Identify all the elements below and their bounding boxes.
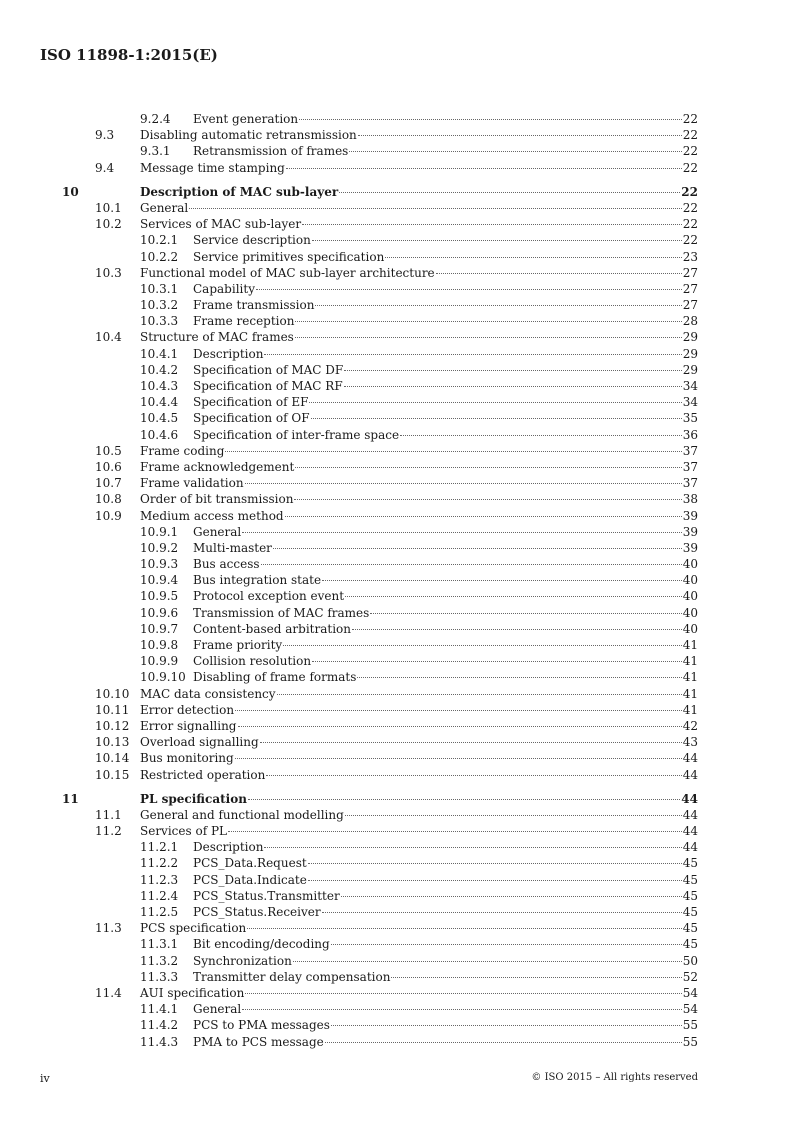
toc-entry-page: 22 (682, 217, 698, 232)
toc-entry-number: 10.9.10 (140, 670, 186, 685)
toc-entry-number: 10.4.1 (140, 346, 179, 361)
dot-leader (400, 435, 682, 436)
toc-entry-number: 11.4.3 (140, 1034, 179, 1049)
toc-entry-page: 44 (681, 791, 698, 806)
toc-entry-number: 10.3.3 (140, 314, 179, 329)
toc-entry-number: 10.4.2 (140, 362, 179, 377)
toc-entry[interactable] (62, 427, 698, 443)
toc-entry[interactable] (62, 1017, 698, 1033)
toc-entry[interactable] (62, 904, 698, 920)
toc-entry-page: 52 (682, 969, 698, 984)
toc-entry-title: General (193, 1002, 242, 1017)
toc-entry-title: Transmission of MAC frames (193, 605, 370, 620)
dot-leader (322, 912, 682, 913)
toc-entry-title: PCS_Status.Receiver (193, 905, 321, 919)
toc-entry[interactable] (62, 143, 698, 159)
toc-entry-title: Services of PL (140, 824, 227, 839)
toc-entry-title: Service primitives specification (193, 249, 385, 264)
dot-leader (242, 532, 681, 533)
toc-entry-title: PMA to PCS message (193, 1034, 324, 1049)
toc-entry-title: Bus access (193, 557, 260, 572)
toc-entry-number: 10.9.6 (140, 605, 179, 620)
toc-entry-page: 28 (682, 314, 698, 329)
toc-entry-number: 10 (62, 184, 79, 199)
toc-entry-page: 29 (682, 330, 698, 345)
dot-leader (312, 240, 682, 241)
dot-leader (352, 629, 682, 630)
toc-entry-page: 54 (682, 985, 698, 1000)
toc-entry-number: 10.2.2 (140, 249, 179, 264)
toc-entry-page: 37 (682, 459, 698, 474)
toc-entry[interactable] (62, 346, 698, 362)
toc-entry[interactable] (62, 637, 698, 653)
toc-entry-page: 44 (682, 840, 698, 855)
toc-entry[interactable] (62, 1034, 698, 1050)
toc-entry[interactable] (62, 953, 698, 969)
dot-leader (264, 847, 681, 848)
toc-entry[interactable] (62, 184, 698, 200)
toc-entry[interactable] (62, 839, 698, 855)
toc-entry-number: 11.4 (95, 985, 122, 1000)
toc-entry-page: 39 (682, 540, 698, 555)
toc-entry[interactable] (62, 475, 698, 491)
toc-entry[interactable] (62, 281, 698, 297)
toc-entry-title: Disabling of frame formats (193, 670, 357, 685)
dot-leader (357, 677, 681, 678)
dot-leader (283, 645, 682, 646)
toc-entry-number: 10.4.6 (140, 427, 179, 442)
dot-leader (248, 799, 680, 800)
toc-entry[interactable] (62, 394, 698, 410)
dot-leader (339, 192, 680, 193)
toc-entry-page: 55 (682, 1018, 698, 1033)
toc-entry-number: 10.1 (95, 200, 122, 215)
toc-entry-number: 10.4.5 (140, 411, 179, 426)
toc-entry-title: Protocol exception event (193, 589, 345, 604)
toc-entry-page: 44 (682, 751, 698, 766)
toc-entry-title: PCS_Status.Transmitter (193, 888, 340, 903)
toc-entry-number: 9.3.1 (140, 144, 171, 159)
toc-entry-title: Specification of MAC DF (193, 362, 344, 377)
toc-entry-number: 9.2.4 (140, 112, 171, 126)
dot-leader (370, 613, 681, 614)
toc-entry[interactable] (62, 855, 698, 871)
toc-entry-title: Capability (193, 281, 255, 296)
dot-leader (260, 742, 682, 743)
toc-entry-number: 10.9.5 (140, 589, 179, 604)
toc-entry-number: 11.2.4 (140, 888, 179, 903)
dot-leader (256, 289, 682, 290)
toc-entry-title: Specification of MAC RF (193, 379, 343, 393)
page-number: iv (40, 1072, 50, 1085)
dot-leader (349, 151, 681, 152)
toc-entry-title: Specification of OF (193, 411, 310, 426)
toc-entry[interactable] (62, 734, 698, 750)
toc-entry[interactable] (62, 297, 698, 313)
toc-entry-number: 10.9 (95, 508, 122, 523)
toc-entry[interactable] (62, 872, 698, 888)
toc-entry-title: Bit encoding/decoding (193, 937, 330, 952)
dot-leader (308, 880, 682, 881)
dot-leader (245, 483, 682, 484)
toc-entry-number: 11.3.1 (140, 937, 179, 952)
toc-entry-title: PCS_Data.Indicate (193, 872, 307, 887)
toc-entry-page: 40 (682, 621, 698, 636)
toc-entry-title: Message time stamping (140, 160, 285, 175)
dot-leader (189, 208, 681, 209)
dot-leader (344, 370, 681, 371)
toc-entry[interactable] (62, 969, 698, 985)
dot-leader (302, 224, 682, 225)
toc-entry-title: Bus monitoring (140, 751, 234, 766)
toc-entry-number: 10.3.2 (140, 298, 179, 313)
dot-leader (436, 273, 682, 274)
toc-entry-page: 40 (682, 589, 698, 604)
toc-entry[interactable] (62, 508, 698, 524)
dot-leader (242, 1009, 681, 1010)
toc-entry-title: Description (193, 346, 264, 361)
toc-entry-page: 40 (682, 557, 698, 572)
toc-entry-title: Specification of inter-frame space (193, 427, 400, 442)
toc-entry-number: 11.1 (95, 807, 122, 822)
toc-entry-title: Error detection (140, 702, 235, 717)
toc-entry-number: 11 (62, 791, 79, 806)
toc-entry-page: 45 (682, 888, 698, 903)
toc-entry-title: PCS to PMA messages (193, 1018, 330, 1033)
document-id-header: ISO 11898-1:2015(E) (40, 46, 218, 64)
toc-entry-number: 11.3 (95, 921, 122, 936)
dot-leader (341, 896, 682, 897)
toc-entry-number: 10.13 (95, 735, 130, 750)
dot-leader (295, 337, 682, 338)
toc-entry-title: Frame coding (140, 443, 225, 458)
toc-entry[interactable] (62, 378, 698, 394)
toc-entry[interactable] (62, 540, 698, 556)
toc-entry-title: Structure of MAC frames (140, 330, 294, 345)
toc-entry-page: 22 (682, 160, 698, 175)
toc-entry-number: 10.9.2 (140, 540, 179, 555)
toc-entry-number: 9.3 (95, 128, 115, 143)
toc-entry-number: 11.2.5 (140, 905, 179, 919)
toc-entry-page: 22 (682, 233, 698, 248)
dot-leader (299, 119, 682, 120)
toc-entry-number: 11.3.2 (140, 953, 179, 968)
dot-leader (325, 1042, 682, 1043)
toc-entry-number: 10.9.3 (140, 557, 179, 572)
toc-entry-title: Transmitter delay compensation (193, 969, 391, 984)
toc-entry-page: 50 (682, 953, 698, 968)
toc-entry-page: 37 (682, 476, 698, 491)
toc-entry[interactable] (62, 888, 698, 904)
dot-leader (311, 418, 682, 419)
dot-leader (285, 516, 682, 517)
toc-entry-title: Functional model of MAC sub-layer architecture (140, 265, 435, 280)
toc-entry-number: 11.4.2 (140, 1018, 179, 1033)
dot-leader (331, 944, 682, 945)
dot-leader (344, 386, 682, 387)
toc-entry-page: 41 (682, 686, 698, 701)
toc-entry-number: 9.4 (95, 160, 115, 175)
toc-entry[interactable] (62, 216, 698, 232)
toc-entry-page: 22 (681, 184, 698, 199)
toc-entry[interactable] (62, 160, 698, 176)
toc-entry-page: 44 (682, 807, 698, 822)
dot-leader (385, 257, 681, 258)
dot-leader (277, 694, 682, 695)
toc-entry[interactable] (62, 362, 698, 378)
toc-entry-page: 22 (682, 128, 698, 143)
dot-leader (391, 977, 681, 978)
toc-entry[interactable] (62, 1001, 698, 1017)
toc-entry[interactable] (62, 823, 698, 839)
dot-leader (245, 993, 681, 994)
copyright-notice: © ISO 2015 – All rights reserved (531, 1072, 698, 1083)
toc-entry-page: 39 (682, 508, 698, 523)
toc-entry-page: 29 (682, 362, 698, 377)
toc-entry-number: 10.6 (95, 459, 122, 474)
dot-leader (312, 661, 682, 662)
toc-entry-page: 22 (682, 200, 698, 215)
toc-entry-title: General (140, 200, 189, 215)
toc-entry-page: 38 (682, 492, 698, 507)
toc-entry-page: 39 (682, 524, 698, 539)
dot-leader (315, 305, 681, 306)
toc-entry[interactable] (62, 767, 698, 783)
toc-entry-title: Medium access method (140, 508, 284, 523)
dot-leader (322, 580, 682, 581)
dot-leader (225, 451, 681, 452)
toc-entry-page: 27 (682, 298, 698, 313)
toc-entry[interactable] (62, 936, 698, 952)
toc-entry[interactable] (62, 410, 698, 426)
toc-entry-title: Order of bit transmission (140, 492, 294, 507)
dot-leader (266, 775, 681, 776)
toc-entry-number: 10.9.9 (140, 654, 179, 669)
dot-leader (261, 564, 682, 565)
toc-entry-page: 35 (682, 411, 698, 426)
toc-entry-page: 27 (682, 281, 698, 296)
toc-entry-number: 10.9.1 (140, 524, 179, 539)
toc-entry[interactable] (62, 791, 698, 807)
dot-leader (295, 321, 681, 322)
toc-entry-number: 10.11 (95, 702, 130, 717)
toc-entry[interactable] (62, 556, 698, 572)
toc-entry-page: 45 (682, 856, 698, 871)
toc-entry-page: 22 (682, 144, 698, 159)
dot-leader (345, 596, 682, 597)
toc-entry-title: Frame transmission (193, 298, 315, 313)
toc-entry-title: Collision resolution (193, 654, 312, 669)
toc-entry-title: Content-based arbitration (193, 621, 351, 636)
toc-entry-page: 41 (682, 654, 698, 669)
toc-entry-title: PCS specification (140, 921, 247, 936)
dot-leader (264, 354, 681, 355)
toc-entry-number: 11.4.1 (140, 1002, 179, 1017)
toc-entry[interactable] (62, 920, 698, 936)
toc-entry[interactable] (62, 200, 698, 216)
toc-entry-number: 10.9.4 (140, 573, 179, 588)
toc-entry[interactable] (62, 750, 698, 766)
toc-entry-number: 10.9.8 (140, 638, 179, 652)
toc-entry-title: Overload signalling (140, 735, 259, 750)
toc-entry-page: 45 (682, 921, 698, 936)
toc-entry-number: 10.14 (95, 751, 130, 766)
dot-leader (358, 135, 682, 136)
toc-entry-page: 55 (682, 1034, 698, 1049)
toc-entry-title: Multi-master (193, 540, 272, 555)
toc-entry-page: 54 (682, 1002, 698, 1017)
dot-leader (345, 815, 682, 816)
toc-entry-title: General and functional modelling (140, 807, 344, 822)
dot-leader (273, 548, 682, 549)
toc-entry[interactable] (62, 232, 698, 248)
toc-entry-page: 37 (682, 443, 698, 458)
dot-leader (238, 726, 682, 727)
toc-entry[interactable] (62, 524, 698, 540)
dot-leader (295, 467, 681, 468)
toc-entry[interactable] (62, 572, 698, 588)
toc-entry[interactable] (62, 702, 698, 718)
dot-leader (331, 1025, 682, 1026)
dot-leader (308, 863, 682, 864)
dot-leader (293, 961, 682, 962)
toc-entry-number: 10.5 (95, 443, 122, 458)
toc-entry[interactable] (62, 588, 698, 604)
toc-entry[interactable] (62, 718, 698, 734)
table-of-contents (62, 111, 698, 1050)
toc-entry-page: 29 (682, 346, 698, 361)
toc-entry-number: 10.15 (95, 767, 130, 782)
toc-entry-page: 43 (682, 735, 698, 750)
toc-entry-page: 40 (682, 573, 698, 588)
toc-entry[interactable] (62, 443, 698, 459)
toc-entry-title: Frame reception (193, 314, 295, 329)
toc-entry-page: 36 (682, 427, 698, 442)
toc-entry-number: 11.2.3 (140, 872, 179, 887)
dot-leader (309, 402, 681, 403)
toc-entry-number: 10.3 (95, 265, 122, 280)
toc-entry-number: 10.2.1 (140, 233, 179, 248)
toc-entry-number: 10.10 (95, 686, 130, 701)
toc-entry-title: Event generation (193, 112, 299, 126)
toc-entry-page: 45 (682, 937, 698, 952)
toc-entry-page: 44 (682, 824, 698, 839)
toc-entry-title: AUI specification (140, 985, 245, 1000)
toc-entry[interactable] (62, 459, 698, 475)
toc-entry[interactable] (62, 621, 698, 637)
toc-entry-title: MAC data consistency (140, 686, 276, 701)
toc-entry-page: 41 (682, 670, 698, 685)
toc-entry-page: 23 (682, 249, 698, 264)
toc-entry-title: Restricted operation (140, 767, 266, 782)
dot-leader (228, 831, 682, 832)
toc-entry-number: 10.8 (95, 492, 122, 507)
toc-entry-number: 11.3.3 (140, 969, 179, 984)
toc-entry-title: General (193, 524, 242, 539)
toc-entry-title: Service description (193, 233, 311, 248)
toc-entry-title: Description of MAC sub-layer (140, 184, 339, 199)
toc-entry-page: 44 (682, 767, 698, 782)
toc-entry-title: Description (193, 840, 264, 855)
toc-entry-number: 11.2 (95, 824, 122, 839)
toc-entry[interactable] (62, 265, 698, 281)
toc-entry[interactable] (62, 653, 698, 669)
dot-leader (235, 710, 682, 711)
toc-entry[interactable] (62, 491, 698, 507)
toc-entry-number: 11.2.1 (140, 840, 179, 855)
toc-entry-number: 10.9.7 (140, 621, 179, 636)
toc-entry-number: 10.4.3 (140, 379, 179, 393)
toc-entry-page: 45 (682, 872, 698, 887)
toc-entry[interactable] (62, 329, 698, 345)
toc-entry-title: PL specification (140, 791, 247, 806)
toc-entry-title: Disabling automatic retransmission (140, 128, 357, 143)
toc-entry-number: 10.3.1 (140, 281, 179, 296)
toc-entry-page: 45 (682, 905, 698, 919)
dot-leader (247, 928, 681, 929)
toc-entry-title: Frame validation (140, 476, 244, 491)
toc-entry[interactable] (62, 313, 698, 329)
toc-entry-page: 41 (682, 702, 698, 717)
toc-entry-number: 10.4.4 (140, 395, 179, 410)
toc-entry-title: Specification of EF (193, 395, 309, 410)
toc-entry-number: 10.12 (95, 718, 130, 733)
toc-entry-title: Bus integration state (193, 573, 322, 588)
toc-entry[interactable] (62, 605, 698, 621)
dot-leader (294, 499, 681, 500)
dot-leader (286, 168, 682, 169)
toc-entry[interactable] (62, 111, 698, 127)
toc-entry-number: 11.2.2 (140, 856, 179, 871)
toc-entry-title: Synchronization (193, 953, 292, 968)
toc-entry-title: PCS_Data.Request (193, 856, 307, 871)
toc-entry-page: 22 (682, 112, 698, 126)
toc-entry-title: Services of MAC sub-layer (140, 217, 302, 232)
toc-entry[interactable] (62, 807, 698, 823)
toc-entry-number: 10.4 (95, 330, 122, 345)
toc-entry-page: 34 (682, 379, 698, 393)
toc-entry-title: Error signalling (140, 718, 237, 733)
toc-entry-title: Frame priority (193, 638, 283, 652)
toc-entry-number: 10.2 (95, 217, 122, 232)
toc-entry[interactable] (62, 249, 698, 265)
toc-entry[interactable] (62, 127, 698, 143)
toc-entry-title: Frame acknowledgement (140, 459, 295, 474)
toc-entry[interactable] (62, 669, 698, 685)
toc-entry[interactable] (62, 686, 698, 702)
toc-entry-number: 10.7 (95, 476, 122, 491)
toc-entry-page: 27 (682, 265, 698, 280)
toc-entry[interactable] (62, 985, 698, 1001)
toc-entry-page: 42 (682, 718, 698, 733)
toc-entry-title: Retransmission of frames (193, 144, 349, 159)
toc-entry-page: 40 (682, 605, 698, 620)
toc-entry-page: 34 (682, 395, 698, 410)
toc-entry-page: 41 (682, 638, 698, 652)
dot-leader (235, 758, 682, 759)
